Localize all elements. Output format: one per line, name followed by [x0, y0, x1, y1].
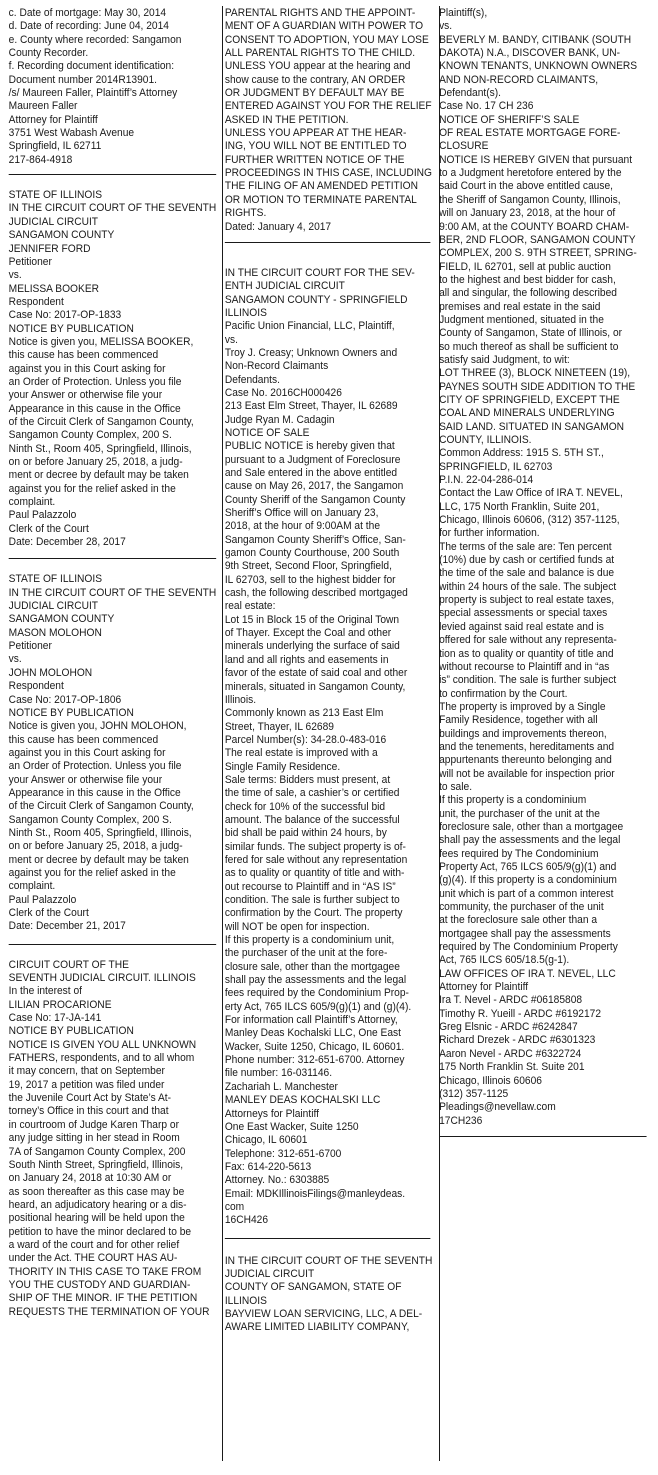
notice-line: 213 East Elm Street, Thayer, IL 62689 — [224, 400, 398, 413]
notice-line: YOU THE CUSTODY AND GUARDIAN- — [8, 1278, 191, 1291]
notice-line: REQUESTS THE TERMINATION OF YOUR — [8, 1305, 210, 1318]
column-2 — [225, 7, 431, 1335]
notice-line: shall pay the assessments and the legal — [439, 834, 621, 847]
notice-line: favor of the estate of said coal and other — [224, 667, 408, 680]
notice-line: Respondent — [8, 680, 64, 693]
notice-line: The property is improved by a Single — [439, 700, 606, 713]
notice-line: under the Act. THE COURT HAS AU- — [8, 1252, 178, 1265]
notice-line: and Sale entered in the above entitled — [224, 467, 398, 479]
notice-line: Respondent — [8, 295, 64, 308]
notice-line: MANLEY DEAS KOCHALSKI LLC — [224, 1094, 381, 1107]
notice-line: IN THE CIRCUIT COURT FOR THE SEV- — [224, 266, 415, 279]
notice-line: If this property is a condominium — [439, 794, 587, 807]
notice-line: BEVERLY M. BANDY, CITIBANK (SOUTH — [439, 33, 632, 46]
notice-line: community, the purchaser of the unit — [439, 901, 604, 914]
notice-line: County Recorder. — [8, 47, 89, 60]
notice-line: Clerk of the Court — [8, 907, 89, 919]
notice-line: Pacific Union Financial, LLC, Plaintiff, — [224, 320, 395, 333]
notice-line: JOHN MOLOHON — [8, 666, 93, 679]
notice-line: 2018, at the hour of 9:00AM at the — [224, 520, 381, 533]
notice-line: on January 24, 2018 at 10:30 AM or — [8, 1172, 172, 1185]
notice-line: Chicago, IL 60601 — [224, 1134, 308, 1147]
notice-line: shall pay the assessments and the legal — [224, 974, 407, 987]
notice-line: Appearance in this cause in the Office — [8, 786, 181, 799]
notice-line: PARENTAL RIGHTS AND THE APPOINT- — [224, 7, 416, 19]
notice-line: /s/ Maureen Faller, Plaintiff’s Attorney — [8, 87, 178, 100]
notice-line: vs. — [8, 269, 22, 282]
notice-line: mortgagee shall pay the assessments — [439, 927, 611, 940]
notice-line: ENTERED AGAINST YOU FOR THE RELIEF — [224, 100, 432, 113]
notice-line: Wacker, Suite 1250, Chicago, IL 60601. — [224, 1040, 405, 1053]
notice-line: vs. — [8, 653, 22, 666]
notice-line: Aaron Nevel - ARDC #6322724 — [439, 1047, 582, 1060]
notice-line: closure sale, other than the mortgagee — [224, 960, 400, 973]
notice-separator — [225, 242, 431, 243]
notice-line: appurtenants thereunto belonging and — [439, 754, 612, 767]
notice-line: AWARE LIMITED LIABILITY COMPANY, — [224, 1321, 410, 1334]
notice-line: 9th Street, Second Floor, Springfield, — [224, 560, 392, 573]
notice-line: 175 North Franklin St. Suite 201 — [439, 1061, 585, 1074]
notice-separator — [9, 174, 216, 175]
notice-line: Plaintiff(s), — [439, 7, 488, 19]
notice-line: LLC, 175 North Franklin, Suite 201, — [439, 500, 600, 513]
notice-line: at the foreclosure sale other than a — [439, 914, 598, 927]
notice-line: the Sheriff of Sangamon County, Illinois, — [439, 193, 621, 206]
notice-line: JUDICIAL CIRCUIT — [224, 1267, 315, 1280]
notice-line: PUBLIC NOTICE is hereby given that — [224, 440, 395, 453]
notice-line: NOTICE BY PUBLICATION — [8, 1025, 134, 1038]
notice-line: THE FILING OF AN AMENDED PETITION — [224, 180, 418, 193]
notice-line: against you for the relief asked in the — [8, 866, 176, 879]
notice-line: (312) 357-1125 — [439, 1087, 509, 1100]
notice-line: IN THE CIRCUIT COURT OF THE SEVENTH — [8, 202, 217, 215]
notice-line: any judge sitting in her stead in Room — [8, 1132, 180, 1145]
notice-line: COMPLEX, 200 S. 9TH STREET, SPRING- — [439, 247, 637, 260]
notice-line: Sangamon County Complex, 200 S. — [8, 813, 172, 826]
notice-line: Case No. 2016CH000426 — [224, 386, 342, 399]
notice-line: COAL AND MINERALS UNDERLYING — [439, 407, 615, 420]
notice-line: erty Act, 765 ILCS 605/9(g)(1) and (g)(4). — [224, 1000, 412, 1013]
notice-line: foreclosure sale, other than a mortgagee — [439, 820, 624, 833]
notice-line: c. Date of mortgage: May 30, 2014 — [8, 7, 167, 19]
notice-line: COUNTY, ILLINOIS. — [439, 434, 532, 446]
notice-line: NOTICE IS HEREBY GIVEN that pursuant — [439, 153, 633, 166]
notice-line: amount. The balance of the successful — [224, 813, 400, 826]
notice-line: fered for sale without any representation — [224, 853, 408, 866]
notice-line: to confirmation by the Court. — [439, 687, 568, 700]
notice-line: a ward of the court and for other relief — [8, 1238, 180, 1251]
notice-line: Attorneys for Plaintiff — [224, 1107, 319, 1120]
notice-line: IN THE CIRCUIT COURT OF THE SEVENTH — [8, 586, 217, 599]
notice-line: check for 10% of the successful bid — [224, 800, 386, 813]
notice-line: offered for sale without any representa- — [439, 634, 617, 647]
notice-line: ment or decree by default may be taken — [8, 469, 189, 482]
notice-line: Petitioner — [8, 640, 52, 653]
notice-line: PROCEEDINGS IN THIS CASE, INCLUDING — [224, 167, 433, 180]
notice-line: SEVENTH JUDICIAL CIRCUIT. ILLINOIS — [8, 972, 196, 985]
column-divider — [222, 6, 223, 1461]
notice-line: Defendant(s). — [439, 87, 502, 100]
notice-line: CLOSURE — [439, 140, 489, 153]
notice-line: Fax: 614-220-5613 — [224, 1160, 312, 1173]
notice-line: on or before January 25, 2018, a judg- — [8, 840, 183, 853]
notice-line: 217-864-4918 — [8, 153, 73, 166]
notice-line: UNLESS YOU APPEAR AT THE HEAR- — [224, 127, 407, 140]
notice-line: as to quality or quantity of title and with- — [224, 867, 405, 880]
notice-line: file number: 16-031146. — [224, 1067, 333, 1080]
notice-line: satisfy said Judgment, to wit: — [439, 353, 570, 366]
notice-line: ENTH JUDICIAL CIRCUIT — [224, 280, 345, 293]
notice-line: Case No: 17-JA-141 — [8, 1012, 102, 1025]
notice-line: Lot 15 in Block 15 of the Original Town — [224, 613, 400, 626]
notice-line: SHIP OF THE MINOR. IF THE PETITION — [8, 1292, 198, 1305]
notice-line: RIGHTS. — [224, 207, 267, 220]
notice-line: MASON MOLOHON — [8, 626, 102, 639]
legal-notice — [9, 7, 216, 167]
notice-line: CITY OF SPRINGFIELD, EXCEPT THE — [439, 393, 620, 406]
notice-line: Notice is given you, JOHN MOLOHON, — [8, 720, 187, 733]
notice-line: Judgment mentioned, situated in the — [439, 313, 604, 326]
notice-line: ment or decree by default may be taken — [8, 853, 189, 866]
notice-line: premises and real estate in the said — [439, 300, 601, 313]
notice-line: IN THE CIRCUIT COURT OF THE SEVENTH — [224, 1254, 433, 1267]
notice-line: so much thereof as shall be sufficient to — [439, 340, 619, 353]
notice-line: LOT THREE (3), BLOCK NINETEEN (19), — [439, 367, 631, 380]
notice-separator — [439, 1136, 646, 1137]
notice-line: this cause has been commenced — [8, 349, 159, 362]
notice-line: said Court in the above entitled cause, — [439, 180, 613, 193]
notice-line: Email: MDKIllinoisFilings@manleydeas. — [224, 1187, 406, 1200]
notice-line: heard, an adjudicatory hearing or a dis- — [8, 1198, 187, 1211]
notice-line: Non-Record Claimants — [224, 360, 329, 373]
notice-line: BAYVIEW LOAN SERVICING, LLC, A DEL- — [224, 1307, 423, 1320]
notice-separator — [9, 944, 216, 945]
notice-line: Sangamon County Sheriff’s Office, San- — [224, 533, 406, 546]
notice-line: ILLINOIS — [224, 1294, 267, 1307]
notice-line: NOTICE OF SALE — [224, 426, 310, 439]
notice-line: The real estate is improved with a — [224, 747, 378, 760]
notice-line: cash, the following described mortgaged — [224, 587, 408, 600]
notice-line: land and all rights and easements in — [224, 653, 389, 666]
notice-line: KNOWN TENANTS, UNKNOWN OWNERS — [439, 60, 638, 73]
notice-line: AND NON-RECORD CLAIMANTS, — [439, 73, 599, 86]
notice-line: 19, 2017 a petition was filed under — [8, 1078, 165, 1091]
notice-line: real estate: — [224, 600, 276, 613]
notice-line: it may concern, that on September — [8, 1065, 165, 1078]
notice-line: 9:00 AM, at the COUNTY BOARD CHAM- — [439, 220, 630, 233]
notice-line: e. County where recorded: Sangamon — [8, 33, 182, 46]
legal-notice — [439, 7, 646, 1128]
notice-line: Family Residence, together with all — [439, 714, 598, 727]
notice-line: condition. The sale is further subject to — [224, 894, 400, 906]
notice-line: COUNTY OF SANGAMON, STATE OF — [224, 1281, 402, 1294]
notice-line: Date: December 28, 2017 — [8, 536, 126, 549]
notice-line: an Order of Protection. Unless you file — [8, 375, 182, 388]
notice-line: DAKOTA) N.A., DISCOVER BANK, UN- — [439, 47, 621, 60]
notice-line: ASKED IN THE PETITION. — [224, 113, 349, 126]
notice-line: Attorney for Plaintiff — [439, 981, 529, 994]
notice-line: the time of the sale and balance is due — [439, 567, 615, 580]
legal-notice — [9, 573, 216, 933]
notice-line: ALL PARENTAL RIGHTS TO THE CHILD. — [224, 47, 416, 60]
notice-line: 17CH236 — [439, 1114, 483, 1127]
notice-line: FIELD, IL 62701, sell at public auction — [439, 260, 611, 273]
notice-line: Ninth St., Room 405, Springfield, Illinois, — [8, 826, 192, 839]
notice-line: Case No: 2017-OP-1806 — [8, 693, 122, 706]
notice-line: For information call Plaintiff’s Attorney, — [224, 1014, 398, 1027]
notice-line: required by The Condominium Property — [439, 941, 618, 954]
notice-line: Notice is given you, MELISSA BOOKER, — [8, 335, 194, 348]
notice-line: NOTICE IS GIVEN YOU ALL UNKNOWN — [8, 1038, 197, 1051]
notice-line: Clerk of the Court — [8, 522, 89, 535]
notice-line: confirmation by the Court. The property — [224, 907, 403, 920]
column-1 — [9, 7, 216, 1319]
notice-line: 16CH426 — [224, 1214, 269, 1227]
notice-line: within 24 hours of the sale. The subject — [439, 580, 617, 593]
notice-line: Petitioner — [8, 255, 52, 268]
notice-line: In the interest of — [8, 985, 82, 998]
notice-line: gamon County Courthouse, 200 South — [224, 547, 400, 560]
notice-line: Telephone: 312-651-6700 — [224, 1147, 342, 1160]
notice-line: is” condition. The sale is further subject — [439, 674, 617, 687]
notice-line: pursuant to a Judgment of Foreclosure — [224, 453, 401, 466]
notice-line: Parcel Number(s): 34-28.0-483-016 — [224, 733, 387, 746]
notice-separator — [225, 1238, 431, 1239]
notice-line: PAYNES SOUTH SIDE ADDITION TO THE — [439, 380, 636, 393]
notice-line: of Thayer. Except the Coal and other — [224, 627, 392, 640]
legal-notice — [225, 267, 431, 1228]
notice-line: BER, 2ND FLOOR, SANGAMON COUNTY — [439, 233, 636, 246]
notice-line: to a Judgment heretofore entered by the — [439, 167, 622, 180]
notice-line: Common Address: 1915 S. 5TH ST., — [439, 447, 604, 460]
notice-line: Illinois. — [224, 693, 257, 706]
notice-line: tion as to quality or quantity of title and — [439, 647, 614, 660]
notice-line: unit, the purchaser of the unit at the — [439, 807, 600, 820]
notice-line: bid shall be paid within 24 hours, by — [224, 827, 387, 840]
notice-line: minerals, situated in Sangamon County, — [224, 680, 406, 693]
notice-line: One East Wacker, Suite 1250 — [224, 1120, 359, 1133]
notice-line: County Sheriff of the Sangamon County — [224, 493, 406, 506]
notice-line: your Answer or otherwise file your — [8, 773, 163, 786]
notice-line: Springfield, IL 62711 — [8, 140, 102, 153]
notice-line: Single Family Residence. — [224, 760, 341, 773]
notice-line: JENNIFER FORD — [8, 242, 91, 255]
notice-line: to sale. — [439, 780, 473, 793]
notice-line: buildings and improvements thereon, — [439, 727, 607, 740]
notice-line: and the tenements, hereditaments and — [439, 740, 615, 753]
notice-line: OF REAL ESTATE MORTGAGE FORE- — [439, 127, 621, 140]
notice-line: Greg Elsnic - ARDC #6242847 — [439, 1021, 578, 1034]
notice-line: complaint. — [8, 496, 56, 509]
notice-line: complaint. — [8, 880, 56, 893]
notice-line: NOTICE BY PUBLICATION — [8, 322, 134, 335]
notice-line: P.I.N. 22-04-286-014 — [439, 474, 534, 487]
notice-line: of the Circuit Clerk of Sangamon County, — [8, 800, 194, 813]
notice-line: Paul Palazzolo — [8, 509, 77, 522]
notice-separator — [9, 558, 216, 559]
notice-line: OR MOTION TO TERMINATE PARENTAL — [224, 193, 417, 206]
notice-line: THORITY IN THIS CASE TO TAKE FROM — [8, 1265, 202, 1278]
notice-line: MELISSA BOOKER — [8, 282, 100, 295]
notice-line: out recourse to Plaintiff and in “AS IS” — [224, 880, 396, 893]
notice-line: Date: December 21, 2017 — [8, 920, 126, 933]
notice-line: vs. — [439, 20, 453, 33]
notice-line: SANGAMON COUNTY — [8, 613, 115, 626]
notice-line: Case No. 17 CH 236 — [439, 100, 534, 113]
notice-line: torney’s Office in this court and that — [8, 1105, 169, 1118]
notice-line: Phone number: 312-651-6700. Attorney — [224, 1054, 405, 1067]
notice-line: LAW OFFICES OF IRA T. NEVEL, LLC — [439, 967, 616, 980]
notice-line: com — [224, 1200, 245, 1213]
notice-line: Timothy R. Yueill - ARDC #6192172 — [439, 1007, 602, 1020]
notice-line: all and singular, the following described — [439, 287, 617, 300]
notice-line: SPRINGFIELD, IL 62703 — [439, 460, 553, 473]
notice-line: (g)(4). If this property is a condominium — [439, 874, 617, 887]
notice-line: SANGAMON COUNTY — [8, 229, 115, 242]
legal-notice — [225, 7, 431, 234]
notice-line: Manley Deas Kochalski LLC, One East — [224, 1027, 402, 1040]
notice-line: SANGAMON COUNTY - SPRINGFIELD — [224, 293, 408, 306]
notice-line: unit which is part of a common interest — [439, 887, 614, 900]
notice-line: UNLESS YOU appear at the hearing and — [224, 60, 411, 73]
notice-line: Attorney. No.: 6303885 — [224, 1174, 330, 1187]
legal-notice — [9, 189, 216, 549]
notice-line: Attorney for Plaintiff — [8, 113, 98, 126]
notice-line: NOTICE BY PUBLICATION — [8, 706, 134, 719]
notice-line: this cause has been commenced — [8, 733, 159, 746]
notice-line: JUDICIAL CIRCUIT — [8, 215, 99, 228]
notice-line: your Answer or otherwise file your — [8, 389, 163, 402]
notice-line: FATHERS, respondents, and to all whom — [8, 1052, 195, 1065]
notice-line: FURTHER WRITTEN NOTICE OF THE — [224, 153, 405, 166]
notice-line: Chicago, Illinois 60606, (312) 357-1125, — [439, 514, 620, 527]
notice-line: against you for the relief asked in the — [8, 482, 176, 495]
notice-line: JUDICIAL CIRCUIT — [8, 600, 99, 613]
notice-line: d. Date of recording: June 04, 2014 — [8, 20, 169, 33]
notice-line: ILLINOIS — [224, 306, 267, 319]
notice-line: show cause to the contrary, AN ORDER — [224, 73, 406, 86]
notice-line: Sangamon County Complex, 200 S. — [8, 429, 172, 442]
notice-line: for further information. — [439, 527, 540, 540]
notice-line: to the highest and best bidder for cash, — [439, 273, 616, 286]
notice-line: levied against said real estate and is — [439, 620, 604, 633]
notice-line: OR JUDGMENT BY DEFAULT MAY BE — [224, 87, 405, 100]
notice-line: in courtroom of Judge Karen Tharp or — [8, 1118, 179, 1131]
notice-line: the Juvenile Court Act by State’s At- — [8, 1092, 172, 1105]
notice-line: Sale terms: Bidders must present, at — [224, 773, 391, 786]
notice-line: Ira T. Nevel - ARDC #06185808 — [439, 994, 583, 1007]
notice-line: If this property is a condominium unit, — [224, 934, 395, 947]
notice-line: will NOT be open for inspection. — [224, 920, 370, 933]
column-3 — [439, 7, 646, 1137]
notice-line: (10%) due by cash or certified funds at — [439, 554, 615, 567]
notice-line: similar funds. The subject property is of- — [224, 840, 406, 853]
notice-line: property is subject to real estate taxes, — [439, 594, 615, 607]
notice-line: MENT OF A GUARDIAN WITH POWER TO — [224, 20, 424, 33]
notice-line: ING, YOU WILL NOT BE ENTITLED TO — [224, 140, 407, 153]
notice-line: Paul Palazzolo — [8, 893, 77, 906]
notice-line: f. Recording document identification: — [8, 60, 175, 73]
notice-line: as soon thereafter as this case may be — [8, 1185, 185, 1198]
notice-line: STATE OF ILLINOIS — [8, 573, 103, 586]
notice-line: Property Act, 765 ILCS 605/9(g)(1) and — [439, 861, 617, 873]
notice-line: Defendants. — [224, 373, 280, 386]
notice-line: Chicago, Illinois 60606 — [439, 1074, 542, 1087]
notice-line: CONSENT TO ADOPTION, YOU MAY LOSE — [224, 33, 429, 46]
notice-line: Appearance in this cause in the Office — [8, 402, 181, 415]
notice-line: fees required by the Condominium Prop- — [224, 987, 409, 1000]
notice-line: Case No: 2017-OP-1833 — [8, 309, 122, 322]
notice-line: Dated: January 4, 2017 — [224, 220, 332, 233]
notice-line: Pleadings@nevellaw.com — [439, 1101, 556, 1114]
notice-line: the time of sale, a cashier’s or certified — [224, 787, 400, 800]
notice-line: on or before January 25, 2018, a judg- — [8, 456, 183, 468]
notice-line: will not be available for inspection prior — [439, 767, 615, 780]
notice-line: Troy J. Creasy; Unknown Owners and — [224, 346, 398, 359]
notice-line: Maureen Faller — [8, 100, 78, 113]
notice-line: Sheriff’s Office will on January 23, — [224, 507, 379, 520]
notice-line: the purchaser of the unit at the fore- — [224, 947, 388, 960]
notice-line: an Order of Protection. Unless you file — [8, 760, 182, 773]
notice-line: minerals underlying the surface of said — [224, 640, 400, 653]
notice-line: LILIAN PROCARIONE — [8, 998, 112, 1011]
notice-line: Judge Ryan M. Cadagin — [224, 413, 335, 426]
notice-line: petition to have the minor declared to be — [8, 1225, 192, 1238]
notice-line: vs. — [224, 333, 238, 346]
notice-line: cause on May 26, 2017, the Sangamon — [224, 480, 404, 493]
notice-line: fees required by The Condominium — [439, 847, 599, 860]
notice-line: special assessments or special taxes — [439, 607, 608, 620]
notice-line: without recourse to Plaintiff and in “as — [439, 660, 610, 673]
notice-line: against you in this Court asking for — [8, 746, 166, 759]
notice-line: SAID LAND. SITUATED IN SANGAMON — [439, 420, 625, 433]
notice-line: Commonly known as 213 East Elm — [224, 707, 384, 720]
notice-line: CIRCUIT COURT OF THE — [8, 958, 129, 971]
notice-line: Document number 2014R13901. — [8, 73, 158, 86]
notice-line: South Ninth Street, Springfield, Illinois, — [8, 1158, 184, 1171]
legal-notice — [225, 1255, 431, 1335]
column-divider — [439, 6, 440, 1461]
notice-line: of the Circuit Clerk of Sangamon County, — [8, 415, 194, 428]
notice-line: 7A of Sangamon County Complex, 200 — [8, 1145, 186, 1158]
notice-line: will on January 23, 2018, at the hour of — [439, 207, 616, 220]
notice-line: Richard Drezek - ARDC #6301323 — [439, 1034, 596, 1047]
notice-line: Zachariah L. Manchester — [224, 1080, 338, 1093]
notice-line: Ninth St., Room 405, Springfield, Illinois, — [8, 442, 192, 455]
notice-line: Act, 765 ILCS 605/18.5(g-1). — [439, 954, 570, 967]
notice-line: The terms of the sale are: Ten percent — [439, 540, 612, 553]
notice-line: STATE OF ILLINOIS — [8, 189, 103, 202]
notice-line: NOTICE OF SHERIFF’S SALE — [439, 113, 580, 126]
notice-line: Street, Thayer, IL 62689 — [224, 720, 334, 733]
notice-line: against you in this Court asking for — [8, 362, 166, 375]
notice-line: IL 62703, sell to the highest bidder for — [224, 573, 396, 586]
legal-notice — [9, 959, 216, 1319]
notice-line: 3751 West Wabash Avenue — [8, 127, 135, 140]
notice-line: County of Sangamon, State of Illinois, or — [439, 327, 623, 340]
notice-line: positional hearing will be held upon the — [8, 1212, 185, 1225]
notice-line: Contact the Law Office of IRA T. NEVEL, — [439, 487, 623, 500]
